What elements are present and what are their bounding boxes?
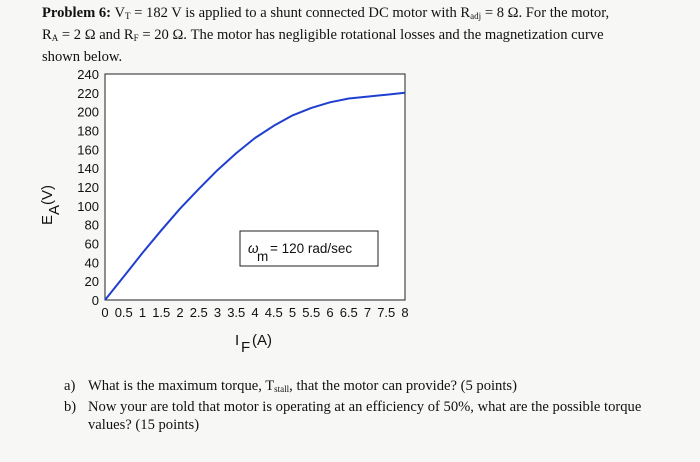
annotation-text: = 120 rad/sec: [270, 241, 353, 256]
x-label-main: I: [235, 332, 240, 349]
y-tick-label: 140: [77, 161, 99, 177]
question-subscript: stall: [274, 384, 290, 394]
vt-subscript: T: [124, 11, 131, 21]
x-tick-labels: [101, 305, 408, 320]
rf-subscript: F: [133, 33, 139, 43]
x-tick-label: 8: [401, 305, 409, 320]
x-tick-label: 3.5: [227, 305, 246, 320]
x-tick-label: 0.5: [114, 305, 133, 320]
y-tick-label: 180: [77, 123, 99, 139]
magnetization-chart: [30, 64, 430, 364]
x-tick-label: 5: [288, 305, 297, 320]
x-label-sub: F: [241, 339, 251, 356]
y-tick-labels: [77, 67, 99, 308]
question-text: Now your are told that motor is operating at an efficiency of 50%, what are the possible torque values? (15 points): [88, 399, 642, 433]
question-b: [64, 398, 664, 434]
y-tick-label: 0: [91, 293, 99, 308]
y-tick-label: 240: [77, 67, 99, 82]
annotation-box: [240, 231, 378, 266]
x-tick-label: 0: [101, 305, 109, 320]
x-axis-label: [235, 332, 272, 356]
x-tick-label: 2.5: [189, 305, 208, 320]
y-tick-label: 20: [84, 274, 99, 290]
y-tick-label: 40: [84, 255, 99, 271]
x-label-unit: (A): [252, 332, 272, 349]
annotation-subscript: m: [257, 249, 269, 264]
annotation-omega-symbol: ω: [248, 241, 259, 256]
chart-svg: [30, 64, 430, 364]
problem-line-2: [42, 26, 682, 48]
x-tick-label: 6.5: [339, 305, 358, 320]
x-tick-label: 3: [213, 305, 222, 320]
radj-subscript: adj: [470, 11, 482, 21]
y-tick-label: 60: [84, 236, 99, 252]
question-label: b): [64, 399, 77, 415]
y-tick-label: 120: [77, 180, 99, 195]
y-tick-label: 160: [77, 142, 99, 158]
y-label-unit: (V): [39, 185, 56, 205]
y-axis-label: [39, 185, 63, 225]
question-text: What is the maximum torque, T: [88, 378, 275, 394]
x-tick-label: 7.5: [377, 305, 396, 320]
x-tick-label: 2: [176, 305, 184, 320]
question-a: [64, 377, 664, 398]
question-text-after: , that the motor can provide? (5 points): [289, 378, 517, 394]
vt-symbol: V: [114, 5, 125, 21]
x-tick-label: 6: [326, 305, 334, 320]
ra-text: = 2 Ω and R: [61, 27, 134, 43]
x-tick-label: 5.5: [302, 305, 321, 320]
y-tick-label: 200: [77, 104, 99, 120]
vt-text: = 182 V is applied to a shunt connected DC motor with R: [134, 5, 471, 21]
y-tick-label: 220: [77, 85, 99, 101]
problem-line-1: [42, 4, 682, 26]
y-label-main: E: [39, 214, 56, 225]
question-label: a): [64, 378, 76, 394]
rf-text: = 20 Ω. The motor has negligible rotational losses and the magnetization curve: [142, 27, 604, 43]
problem-statement: [42, 4, 682, 67]
y-tick-label: 100: [77, 198, 99, 214]
radj-text: = 8 Ω. For the motor,: [484, 5, 610, 21]
problem-line-3: shown below.: [42, 49, 123, 65]
ra-subscript: A: [51, 33, 59, 43]
x-tick-label: 7: [363, 305, 372, 320]
ra-symbol: R: [42, 27, 52, 43]
x-tick-label: 1: [138, 305, 147, 320]
x-tick-label: 4.5: [264, 305, 283, 320]
problem-heading: Problem 6:: [42, 5, 112, 21]
x-tick-label: 4: [251, 305, 259, 320]
y-tick-label: 80: [84, 217, 99, 233]
y-label-sub: A: [46, 204, 63, 215]
questions: [64, 377, 664, 434]
x-tick-label: 1.5: [152, 305, 171, 320]
